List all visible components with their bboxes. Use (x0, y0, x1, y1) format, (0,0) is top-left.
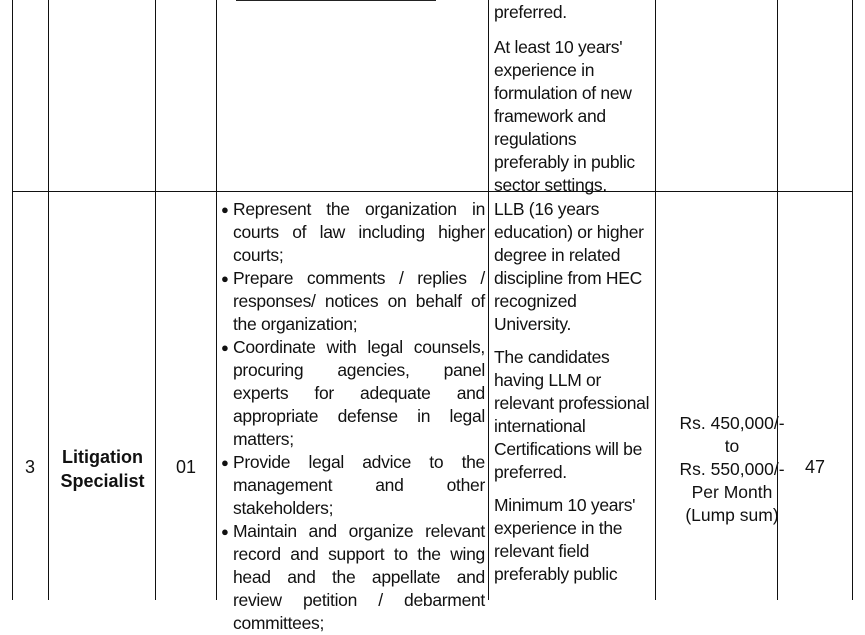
qualification-cell (494, 198, 652, 596)
table-border-right (852, 0, 853, 600)
qualification-text: The candidates having LLM or relevant professional international Certifications will be preferred. (494, 347, 650, 482)
salary-type: (Lump sum) (685, 505, 779, 525)
list-item: ● Coordinate with legal counsels, procuring agencies, panel experts for adequate and appropriate defense in legal matters; (221, 337, 485, 449)
bullet-icon: ● (221, 271, 229, 286)
bullet-icon: ● (221, 340, 229, 355)
bullet-icon: ● (221, 202, 229, 217)
list-item: ● Provide legal advice to the management and other stakeholders; (221, 452, 485, 518)
position-title: Litigation Specialist (60, 447, 145, 491)
salary-to-word: to (724, 436, 740, 456)
salary-from: Rs. 450,000/- (679, 413, 785, 433)
column-divider-posts (216, 0, 217, 600)
salary-to: Rs. 550,000/- (679, 459, 785, 479)
bullet-icon: ● (221, 524, 229, 539)
salary-period: Per Month (691, 482, 773, 502)
requirement-text: preferred. (494, 2, 567, 22)
row-divider (12, 191, 853, 192)
table-border-left (12, 0, 13, 600)
previous-row-requirements (494, 1, 654, 209)
qualification-text: LLB (16 years education) or higher degree in related discipline from HEC recognized University. (494, 199, 644, 334)
column-divider-title (155, 0, 156, 600)
requirement-text: At least 10 years' experience in formulation of new framework and regulations preferably in public sector settings. (494, 37, 635, 195)
qualification-text: Minimum 10 years' experience in the relevant field preferably public (494, 495, 636, 584)
serial-number: 3 (24, 457, 35, 477)
bullet-icon: ● (221, 455, 229, 470)
column-divider-duties (488, 0, 489, 600)
list-item: ● Represent the organization in courts of law including higher courts; (221, 199, 485, 265)
column-divider-qualification (655, 0, 656, 600)
column-divider-sno (48, 0, 49, 600)
list-item: ● Prepare comments / replies / responses/ notices on behalf of the organization; (221, 268, 485, 334)
list-item: ● Maintain and organize relevant record and support to the wing head and the appellate and review petition / debarment committees; (221, 521, 485, 633)
number-of-posts: 01 (175, 457, 197, 477)
duties-list (221, 198, 485, 635)
clipped-text-fragment (230, 0, 440, 2)
max-age: 47 (804, 457, 826, 477)
